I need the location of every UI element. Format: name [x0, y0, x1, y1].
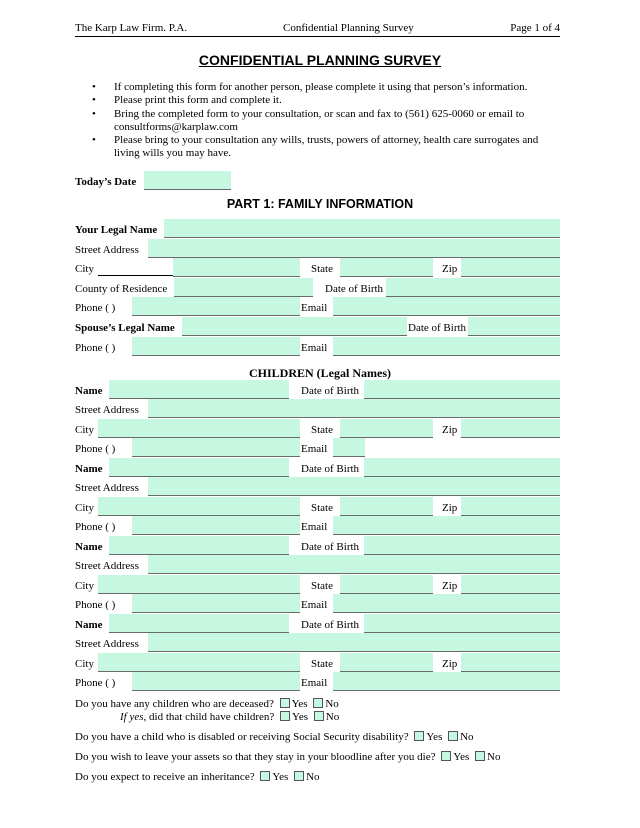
- child-state-field[interactable]: [340, 653, 433, 672]
- spouse-legal-name-field[interactable]: [182, 317, 407, 336]
- child-city-label: City: [75, 658, 94, 670]
- no-checkbox[interactable]: [475, 751, 485, 761]
- page-header: [75, 22, 560, 37]
- child-dob-label: Date of Birth: [301, 385, 360, 397]
- child-street-field[interactable]: [148, 477, 560, 496]
- no-checkbox[interactable]: [314, 711, 324, 721]
- child-phone-field[interactable]: [132, 438, 300, 457]
- child-state-field[interactable]: [340, 497, 433, 516]
- spouse-phone-email-row: [75, 337, 560, 356]
- child-street-field[interactable]: [148, 633, 560, 652]
- city-state-zip-row: [75, 258, 560, 277]
- child-state-label: State: [311, 502, 333, 514]
- spouse-dob-field[interactable]: [468, 317, 560, 336]
- child-dob-label: Date of Birth: [301, 463, 360, 475]
- child-name-label: Name: [75, 385, 103, 397]
- part1-heading: PART 1: FAMILY INFORMATION: [226, 197, 414, 211]
- child-state-label: State: [311, 424, 333, 436]
- child-email-field[interactable]: [333, 672, 560, 691]
- child-name-row: [75, 380, 560, 399]
- no-checkbox[interactable]: [294, 771, 304, 781]
- child-city-field[interactable]: [98, 419, 300, 438]
- question-disabled: Do you have a child who is disabled or receiving Social Security disability? Yes No: [75, 731, 474, 743]
- child-dob-label: Date of Birth: [301, 541, 360, 553]
- child-email-label: Email: [301, 443, 328, 455]
- header-title: Confidential Planning Survey: [283, 22, 414, 34]
- street-address-label: Street Address: [75, 244, 139, 256]
- spouse-email-label: Email: [301, 342, 328, 354]
- child-city-field[interactable]: [98, 575, 300, 594]
- child-zip-field[interactable]: [461, 653, 560, 672]
- child-street-row: [75, 399, 560, 418]
- child-phone-field[interactable]: [132, 672, 300, 691]
- child-dob-field[interactable]: [364, 380, 560, 399]
- no-checkbox[interactable]: [313, 698, 323, 708]
- child-dob-field[interactable]: [364, 614, 560, 633]
- child-city-row: [75, 653, 560, 672]
- county-dob-row: [75, 278, 560, 297]
- child-zip-label: Zip: [442, 502, 458, 514]
- child-city-field[interactable]: [98, 497, 300, 516]
- todays-date-row: [75, 171, 560, 190]
- email-field[interactable]: [333, 297, 560, 316]
- child-phone-field[interactable]: [132, 516, 300, 535]
- child-phone-label: Phone ( ): [75, 521, 116, 533]
- child-name-field[interactable]: [109, 536, 289, 555]
- child-email-field[interactable]: [333, 594, 560, 613]
- dob-label: Date of Birth: [325, 283, 384, 295]
- dob-field[interactable]: [386, 278, 560, 297]
- child-city-label: City: [75, 502, 94, 514]
- child-street-row: [75, 555, 560, 574]
- child-zip-label: Zip: [442, 658, 458, 670]
- child-dob-field[interactable]: [364, 536, 560, 555]
- child-city-field[interactable]: [98, 653, 300, 672]
- child-email-label: Email: [301, 677, 328, 689]
- page-number: Page 1 of 4: [510, 22, 560, 34]
- question-deceased: Do you have any children who are deceased? Yes No: [75, 698, 339, 710]
- phone-field[interactable]: [132, 297, 300, 316]
- phone-label: Phone ( ): [75, 302, 116, 314]
- todays-date-label: Today’s Date: [75, 176, 137, 188]
- child-state-field[interactable]: [340, 575, 433, 594]
- question-bloodline: Do you wish to leave your assets so that they stay in your bloodline after you die? Yes No: [75, 751, 501, 763]
- todays-date-field[interactable]: [144, 171, 231, 190]
- yes-checkbox[interactable]: [414, 731, 424, 741]
- zip-label: Zip: [442, 263, 458, 275]
- child-name-label: Name: [75, 463, 103, 475]
- child-name-label: Name: [75, 619, 103, 631]
- child-phone-label: Phone ( ): [75, 677, 116, 689]
- child-email-field[interactable]: [333, 438, 365, 457]
- firm-name: The Karp Law Firm. P.A.: [75, 22, 188, 34]
- child-phone-row: [75, 672, 560, 691]
- child-state-label: State: [311, 580, 333, 592]
- question-inheritance: Do you expect to receive an inheritance? Yes No: [75, 771, 320, 783]
- child-zip-field[interactable]: [461, 575, 560, 594]
- your-legal-name-row: [75, 219, 560, 238]
- child-street-row: [75, 477, 560, 496]
- child-dob-field[interactable]: [364, 458, 560, 477]
- city-label: City: [75, 263, 94, 275]
- child-city-row: [75, 575, 560, 594]
- page-title: CONFIDENTIAL PLANNING SURVEY: [198, 52, 442, 68]
- question-if-yes: If yes, did that child have children? Yes No: [120, 711, 340, 723]
- child-street-label: Street Address: [75, 560, 139, 572]
- child-street-label: Street Address: [75, 482, 139, 494]
- yes-checkbox[interactable]: [260, 771, 270, 781]
- child-name-label: Name: [75, 541, 103, 553]
- child-street-field[interactable]: [148, 399, 560, 418]
- child-email-field[interactable]: [333, 516, 560, 535]
- child-phone-field[interactable]: [132, 594, 300, 613]
- child-phone-row: [75, 594, 560, 613]
- spouse-row: [75, 317, 560, 336]
- child-name-field[interactable]: [109, 380, 289, 399]
- your-legal-name-label: Your Legal Name: [75, 224, 158, 236]
- child-city-label: City: [75, 580, 94, 592]
- child-phone-label: Phone ( ): [75, 599, 116, 611]
- county-field[interactable]: [174, 278, 313, 297]
- your-legal-name-field[interactable]: [164, 219, 560, 238]
- child-name-row: [75, 536, 560, 555]
- state-field[interactable]: [340, 258, 433, 277]
- child-name-row: [75, 458, 560, 477]
- city-field[interactable]: [173, 258, 300, 277]
- child-email-label: Email: [301, 599, 328, 611]
- child-street-field[interactable]: [148, 555, 560, 574]
- city-underline: [98, 275, 173, 276]
- yes-checkbox[interactable]: [280, 711, 290, 721]
- child-street-row: [75, 633, 560, 652]
- child-zip-label: Zip: [442, 424, 458, 436]
- child-city-row: [75, 497, 560, 516]
- zip-field[interactable]: [461, 258, 560, 277]
- child-state-label: State: [311, 658, 333, 670]
- child-phone-label: Phone ( ): [75, 443, 116, 455]
- child-phone-row: [75, 516, 560, 535]
- email-label: Email: [301, 302, 328, 314]
- child-zip-field[interactable]: [461, 497, 560, 516]
- child-street-label: Street Address: [75, 404, 139, 416]
- state-label: State: [311, 263, 333, 275]
- spouse-dob-label: Date of Birth: [408, 322, 467, 334]
- child-zip-field[interactable]: [461, 419, 560, 438]
- street-address-field[interactable]: [148, 239, 560, 258]
- child-name-row: [75, 614, 560, 633]
- street-address-row: [75, 239, 560, 258]
- child-street-label: Street Address: [75, 638, 139, 650]
- spouse-legal-name-label: Spouse’s Legal Name: [75, 322, 175, 334]
- child-name-field[interactable]: [109, 458, 289, 477]
- child-name-field[interactable]: [109, 614, 289, 633]
- child-email-label: Email: [301, 521, 328, 533]
- spouse-email-field[interactable]: [333, 337, 560, 356]
- child-zip-label: Zip: [442, 580, 458, 592]
- child-city-row: [75, 419, 560, 438]
- phone-email-row: [75, 297, 560, 316]
- child-phone-row: [75, 438, 560, 457]
- county-label: County of Residence: [75, 283, 168, 295]
- child-dob-label: Date of Birth: [301, 619, 360, 631]
- yes-checkbox[interactable]: [280, 698, 290, 708]
- spouse-phone-label: Phone ( ): [75, 342, 116, 354]
- children-heading: CHILDREN (Legal Names): [249, 366, 391, 380]
- spouse-phone-field[interactable]: [132, 337, 300, 356]
- child-city-label: City: [75, 424, 94, 436]
- no-checkbox[interactable]: [448, 731, 458, 741]
- child-state-field[interactable]: [340, 419, 433, 438]
- yes-checkbox[interactable]: [441, 751, 451, 761]
